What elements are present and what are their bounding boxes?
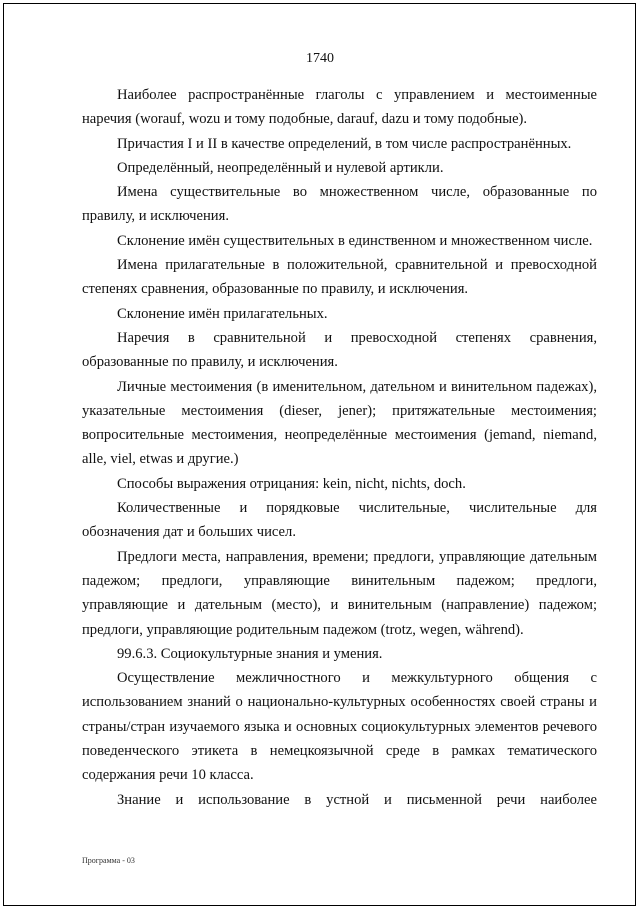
- paragraph-prepositions: Предлоги места, направления, времени; предлоги, управляющие дательным падежом; предлоги, управляющие винительным падежом; предлоги, управляющие и дательным (место), и винительным (направление) падежом; предлоги, управляющие родительным падежом (trotz, wegen, während).: [82, 548, 597, 638]
- paragraph-articles: Определённый, неопределённый и нулевой артикли.: [117, 159, 444, 176]
- paragraph-knowledge: Знание и использование в устной и письменной речи наиболее: [117, 791, 597, 808]
- paragraph-nouns-plural: Имена существительные во множественном числе, образованные по правилу, и исключения.: [82, 184, 597, 225]
- paragraph-verbs: Наиболее распространённые глаголы с управлением и местоименные наречия (worauf, wozu и тому подобные, darauf, dazu и тому подобные).: [82, 87, 597, 128]
- document-body: [82, 83, 597, 812]
- paragraph-noun-declension: Склонение имён существительных в единственном и множественном числе.: [117, 232, 593, 249]
- paragraph-participles: Причастия I и II в качестве определений, в том числе распространённых.: [117, 135, 572, 152]
- paragraph-pronouns: Личные местоимения (в именительном, дательном и винительном падежах), указательные местоимения (dieser, jener); притяжательные местоимения; вопросительные местоимения, неопределённые местоимения (jemand, niemand, alle, viel, etwas и другие.): [82, 378, 597, 468]
- paragraph-communication: Осуществление межличностного и межкультурного общения с использованием знаний о национально-культурных особенностях своей страны и страны/стран изучаемого языка и основных социокультурных элементов речевого поведенческого этикета в немецкоязычной среде в рамках тематического содержания речи 10 класса.: [82, 670, 597, 784]
- footer-label: Программа - 03: [82, 856, 135, 865]
- paragraph-negation: Способы выражения отрицания: kein, nicht, nichts, doch.: [117, 475, 466, 492]
- paragraph-adjective-declension: Склонение имён прилагательных.: [117, 305, 328, 322]
- page-number: 1740: [306, 51, 334, 66]
- paragraph-adjectives-comparison: Имена прилагательные в положительной, сравнительной и превосходной степенях сравнения, образованные по правилу, и исключения.: [82, 257, 597, 298]
- paragraph-adverbs: Наречия в сравнительной и превосходной степенях сравнения, образованные по правилу, и исключения.: [82, 329, 597, 371]
- section-heading-sociocultural: 99.6.3. Социокультурные знания и умения.: [117, 645, 383, 662]
- paragraph-numerals: Количественные и порядковые числительные, числительные для обозначения дат и больших чисел.: [82, 500, 597, 541]
